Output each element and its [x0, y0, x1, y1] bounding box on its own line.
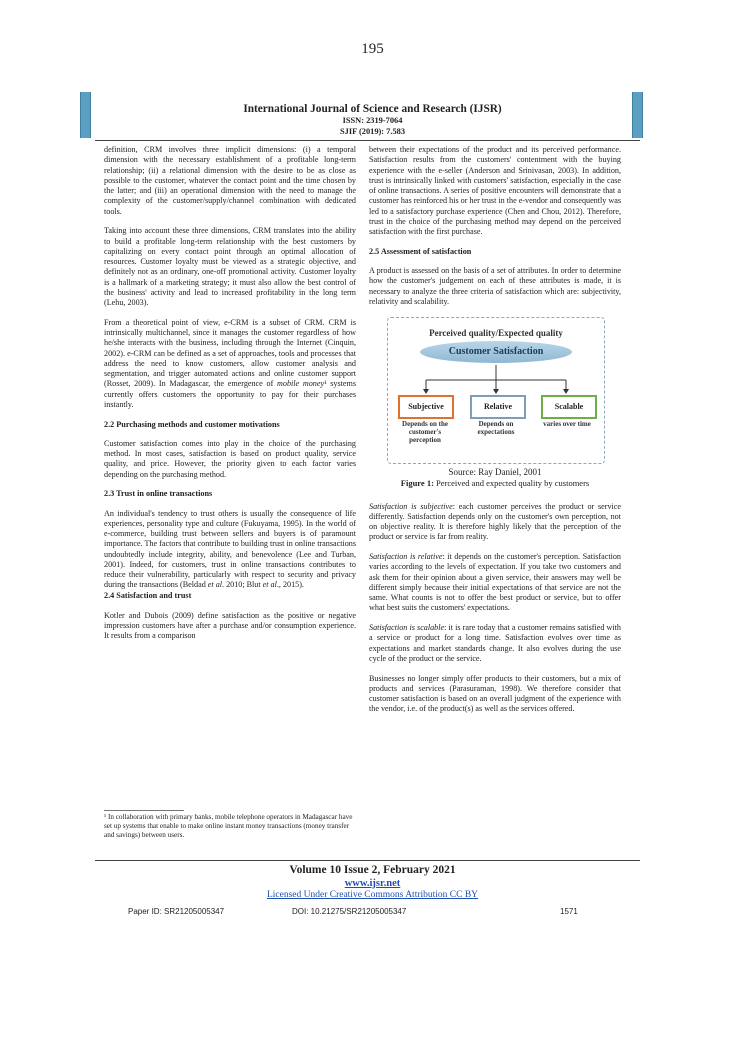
footnote-rule — [104, 810, 184, 811]
footer-paper-id: Paper ID: SR21205005347 — [128, 907, 225, 916]
connector-lines — [426, 365, 566, 393]
footer-page-number: 1571 — [560, 907, 578, 916]
paragraph: Customer satisfaction comes into play in the choice of the purchasing method. In most cases, satisfaction is based on product quality, service quality, and price. However, the priority given to each factor varies depending on the purchasing method. — [104, 438, 356, 479]
right-column — [369, 145, 621, 724]
issn: ISSN: 2319-7064 — [342, 116, 403, 125]
paragraph — [104, 318, 356, 410]
box-relative: Relative — [470, 395, 526, 419]
footer-volume: Volume 10 Issue 2, February 2021 — [289, 864, 456, 876]
box-subjective: Subjective — [398, 395, 454, 419]
text-emphasis: mobile money — [277, 379, 325, 389]
section-heading: 2.4 Satisfaction and trust — [104, 590, 192, 600]
figure-diagram — [387, 317, 605, 464]
text-emphasis: Satisfaction is relative — [369, 552, 443, 561]
paragraph — [104, 509, 356, 591]
figure-caption-block — [369, 467, 621, 488]
footnote: ¹ In collaboration with primary banks, mobile telephone operators in Madagascar have set up systems that enable to make online instant money transactions (money transfer and savings) between users. — [104, 813, 353, 839]
box-scalable: Scalable — [541, 395, 597, 419]
section-heading: 2.5 Assessment of satisfaction — [369, 246, 472, 256]
sjif: SJIF (2019): 7.583 — [339, 127, 406, 136]
connector-arrows — [423, 389, 569, 394]
section-heading: 2.3 Trust in online transactions — [104, 489, 213, 499]
header-left-bar — [80, 92, 91, 138]
paragraph — [369, 502, 621, 543]
paragraph: Taking into account these three dimensions, CRM translates into the ability to build a profitable long-term relationship with the best customers by capitalizing on every contact point through an optimal allocation of resources. Customer loyalty must be viewed as a strategic objective, and definitely not as an ordinary, one-off promotional activity. Customer loyalty is a hallmark of a marketing strategy; it must also allow the best control of the business' activity and lead to increased profitability in the long term (Lehu, 2003). — [104, 226, 356, 307]
text-run: . 2010; Blut — [222, 580, 263, 590]
footer-rule — [95, 860, 640, 861]
paragraph: between their expectations of the product and its perceived performance. Satisfaction results from the customers' contentment with the buying experience with the e-seller (Anderson and Srinivasan, 2003). In addition, trust is intrinsically linked with customers' satisfaction, especially in the case of online transactions. A series of positive encounters will demonstrate that a customer has reinforced his or her trust in the e-vendor and consequently was led to a satisfactory purchase experience (Chen and Chou, 2012). Therefore, trust in the choice of the purchasing method may depend on the perceived satisfaction with the first purchase. — [369, 145, 621, 236]
text-run: An individual's tendency to trust others is usually the consequence of life experiences, personality type and culture (Fukuyama, 1995). In the world of e-commerce, building trust between sellers and buyers is of paramount importance. The factors that contribute to building trust in online transactions undoubtedly include integrity, ability, and benevolence (Lee and Turban, 2001). Indeed, for customers, trust in online transactions contributes to reduce their vulnerability, particularly with respect to security and privacy during the transactions (Beldad — [104, 508, 356, 590]
paragraph: Businesses no longer simply offer products to their customers, but a mix of products and services (Parasuraman, 1998). We therefore consider that customer satisfaction is based on an overall judgment of the experience with the vendor, i.e. of the product(s) as well as the services offered. — [369, 673, 621, 714]
customer-satisfaction-ellipse: Customer Satisfaction — [420, 341, 572, 363]
text-run: : it is rare today that a customer remains satisfied with a service or product for a long time. Satisfaction evolves over time as expectations and market standards change. It also evolves during the use cycle of the product or the service. — [369, 623, 621, 663]
figure-source: Source: Ray Daniel, 2001 — [448, 466, 542, 477]
desc-relative: Depends on expectations — [477, 419, 515, 436]
figure-top-label: Perceived quality/Expected quality — [429, 327, 563, 338]
journal-title: International Journal of Science and Research (IJSR) — [243, 103, 502, 115]
paragraph: A product is assessed on the basis of a set of attributes. In order to determine how the customer's judgement on each of these attributes is made, it is necessary to analyze the three criteria of satisfaction which are: subjectivity, relativity and scalability. — [369, 266, 621, 306]
figure-caption — [369, 478, 621, 488]
paragraph: Kotler and Dubois (2009) define satisfaction as the positive or negative impression customers have after a purchase and/or consumption experience. It results from a comparison — [104, 610, 356, 641]
header-rule — [95, 140, 640, 141]
section-heading: 2.2 Purchasing methods and customer motivations — [104, 419, 280, 429]
text-run: ¹ systems currently offers customers the opportunity to pay for their purchases instantly. — [104, 379, 356, 409]
text-run: : it depends on the customer's perception. Satisfaction varies according to the levels of expectation. If you take two customers and ask them for their opinion about a given service, their answers may well be different simply because their initial expectations of that service are not the same. What counts is not to offer the best product or service, but to offer what best suits the customers' expectations. — [369, 552, 621, 613]
desc-scalable: varies over time — [543, 419, 591, 428]
footer-doi: DOI: 10.21275/SR21205005347 — [292, 907, 407, 916]
journal-header — [95, 103, 650, 137]
paragraph — [369, 552, 621, 614]
text-emphasis: Satisfaction is scalable — [369, 623, 445, 632]
footer-url-link[interactable]: www.ijsr.net — [344, 878, 401, 889]
paragraph: definition, CRM involves three implicit dimensions: (i) a temporal dimension with the necessary establishment of a profitable long-term relationship; (ii) a relational dimension with the desire to be as close as possible to the customer, whatever the contact point and the time chosen by the latter; and (iii) an operational dimension with the need to manage the complexity of the customer/supply/channel combination with dedicated tools. — [104, 145, 356, 216]
figure-caption-label: Figure 1: — [400, 477, 434, 488]
desc-subjective: Depends on the customer's perception — [402, 419, 448, 444]
paragraph — [369, 623, 621, 664]
text-run: From a theoretical point of view, e-CRM is a subset of CRM. CRM is intrinsically multichannel, since it manages the customer regardless of how he/she interacts with the business, including through the Internet (Cinquin, 2002). e-CRM can be defined as a set of approaches, tools and processes that address the need to know customers, allow customer analysis and segmentation, and trigger automated actions and online customer support (Rosset, 2009). In Madagascar, the emergence of — [104, 317, 356, 389]
figure-caption-text: Perceived and expected quality by customers — [433, 477, 590, 488]
text-emphasis: Satisfaction is subjective — [369, 501, 453, 511]
text-emphasis: et al — [262, 580, 277, 590]
text-emphasis: et al — [207, 580, 223, 590]
footer-license-link[interactable]: Licensed Under Creative Commons Attribution CC BY — [266, 890, 479, 900]
page-number: 195 — [361, 41, 384, 57]
text-run: : each customer perceives the product or service differently. Satisfaction depends only on the customer's own perception, not on objective reality. It is therefore highly likely that the perception of the product or service is far from reality. — [369, 501, 621, 542]
text-run: ., 2015). — [276, 580, 304, 590]
left-column — [104, 145, 356, 651]
